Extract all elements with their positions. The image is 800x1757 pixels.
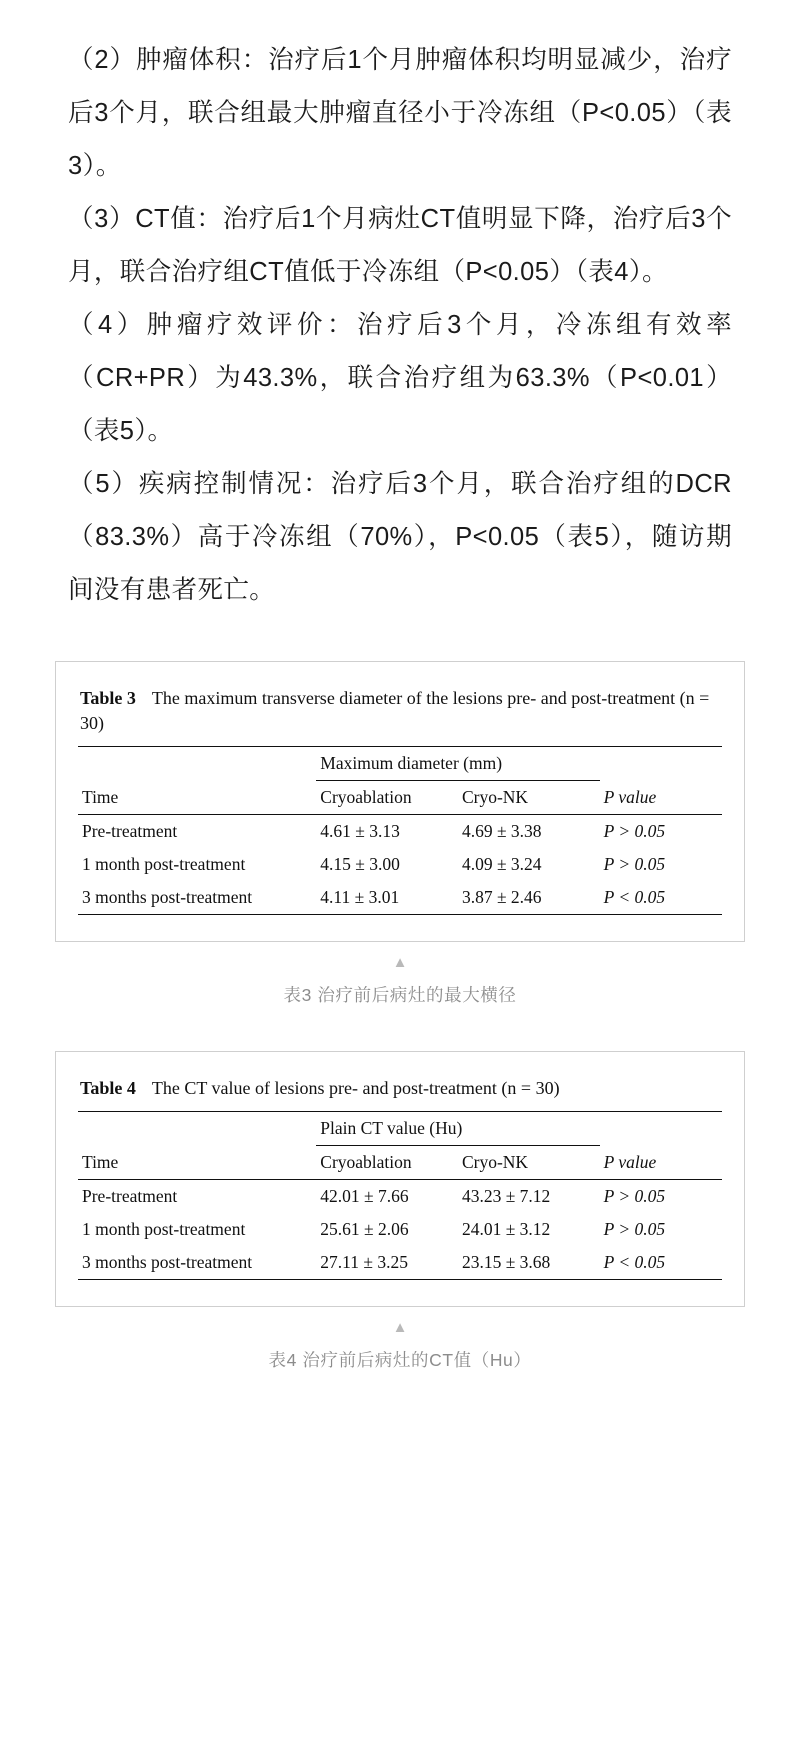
table-row (78, 815, 722, 849)
table-4-bottom-rule (78, 1280, 722, 1281)
table-4-r2-a: 27.11 ± 3.25 (320, 1252, 408, 1272)
figure-table-4 (0, 1051, 800, 1372)
table-4-r0-b: 43.23 ± 7.12 (461, 1186, 551, 1206)
table-4-r2-b: 23.15 ± 3.68 (461, 1252, 551, 1272)
table-4-header-pvalue: P value (603, 1152, 657, 1172)
table-3-r1-time: 1 month post-treatment (82, 854, 246, 874)
paragraph-disease-control: （5）疾病控制情况：治疗后3个月，联合治疗组的DCR（83.3%）高于冷冻组（70%），P<0.05（表5），随访期间没有患者死亡。 (68, 470, 732, 604)
table-3-r1-b: 4.09 ± 3.24 (461, 854, 542, 874)
table-4-header-cryonk: Cryo-NK (461, 1152, 529, 1172)
table-4-header-time: Time (82, 1152, 119, 1172)
table-3-header-cryonk: Cryo-NK (461, 787, 529, 807)
table-4-label: Table 4 (80, 1078, 136, 1098)
table-3-header-cryoablation: Cryoablation (320, 787, 412, 807)
table-3-r0-a: 4.61 ± 3.13 (320, 821, 400, 841)
table-4-r1-time: 1 month post-treatment (82, 1219, 246, 1239)
table-4-r1-a: 25.61 ± 2.06 (320, 1219, 409, 1239)
table-3-title: The maximum transverse diameter of the lesions pre- and post-treatment (n = 30) (80, 688, 710, 733)
article-body (0, 34, 800, 617)
table-4-header-group: Plain CT value (Hu) (316, 1112, 599, 1146)
table-row (78, 1112, 722, 1146)
table-4-figure-caption: 表4 治疗前后病灶的CT值（Hu） (268, 1350, 532, 1370)
table-3-figure-caption: 表3 治疗前后病灶的最大横径 (283, 985, 517, 1005)
collapse-arrow-icon: ▲ (392, 954, 408, 971)
table-3-r2-time: 3 months post-treatment (82, 887, 253, 907)
table-4-card (55, 1051, 745, 1307)
table-3-r0-b: 4.69 ± 3.38 (461, 821, 542, 841)
table-3-header-group: Maximum diameter (mm) (316, 747, 599, 781)
table-3-label: Table 3 (80, 688, 136, 708)
table-4-r0-time: Pre-treatment (82, 1186, 178, 1206)
paragraph-ct-value: （3）CT值：治疗后1个月病灶CT值明显下降，治疗后3个月，联合治疗组CT值低于冷冻组（P<0.05）（表4）。 (68, 205, 732, 286)
table-4-r1-p: P > 0.05 (603, 1219, 666, 1239)
table-row (78, 1213, 722, 1246)
table-3-r2-b: 3.87 ± 2.46 (461, 887, 542, 907)
table-4-header-cryoablation: Cryoablation (320, 1152, 412, 1172)
table-3-r2-p: P < 0.05 (603, 887, 666, 907)
table-3-r1-a: 4.15 ± 3.00 (320, 854, 400, 874)
table-3-r0-p: P > 0.05 (603, 821, 666, 841)
paragraph-tumor-volume: （2）肿瘤体积：治疗后1个月肿瘤体积均明显减少，治疗后3个月，联合组最大肿瘤直径小于冷冻组（P<0.05）（表3）。 (68, 46, 732, 180)
table-3-r1-p: P > 0.05 (603, 854, 666, 874)
paragraph-efficacy: （4）肿瘤疗效评价：治疗后3个月，冷冻组有效率（CR+PR）为43.3%，联合治疗组为63.3%（P<0.01）（表5）。 (68, 311, 732, 445)
table-4 (78, 1111, 722, 1280)
table-3 (78, 746, 722, 915)
table-4-title: The CT value of lesions pre- and post-treatment (n = 30) (151, 1078, 560, 1098)
table-4-r1-b: 24.01 ± 3.12 (461, 1219, 551, 1239)
table-row (78, 881, 722, 915)
table-3-r2-a: 4.11 ± 3.01 (320, 887, 400, 907)
table-3-caption-line (78, 686, 722, 736)
figure-table-3 (0, 661, 800, 1007)
table-4-r2-time: 3 months post-treatment (82, 1252, 253, 1272)
collapse-arrow-icon: ▲ (392, 1319, 408, 1336)
table-row (78, 1246, 722, 1280)
table-3-header-pvalue: P value (603, 787, 657, 807)
table-row (78, 747, 722, 781)
table-row (78, 1180, 722, 1214)
table-4-caption-line (78, 1076, 722, 1101)
table-3-bottom-rule (78, 915, 722, 916)
table-3-card (55, 661, 745, 942)
table-4-r0-a: 42.01 ± 7.66 (320, 1186, 409, 1206)
table-4-r0-p: P > 0.05 (603, 1186, 666, 1206)
table-4-r2-p: P < 0.05 (603, 1252, 666, 1272)
table-3-r0-time: Pre-treatment (82, 821, 178, 841)
table-3-header-time: Time (82, 787, 119, 807)
table-row (78, 848, 722, 881)
